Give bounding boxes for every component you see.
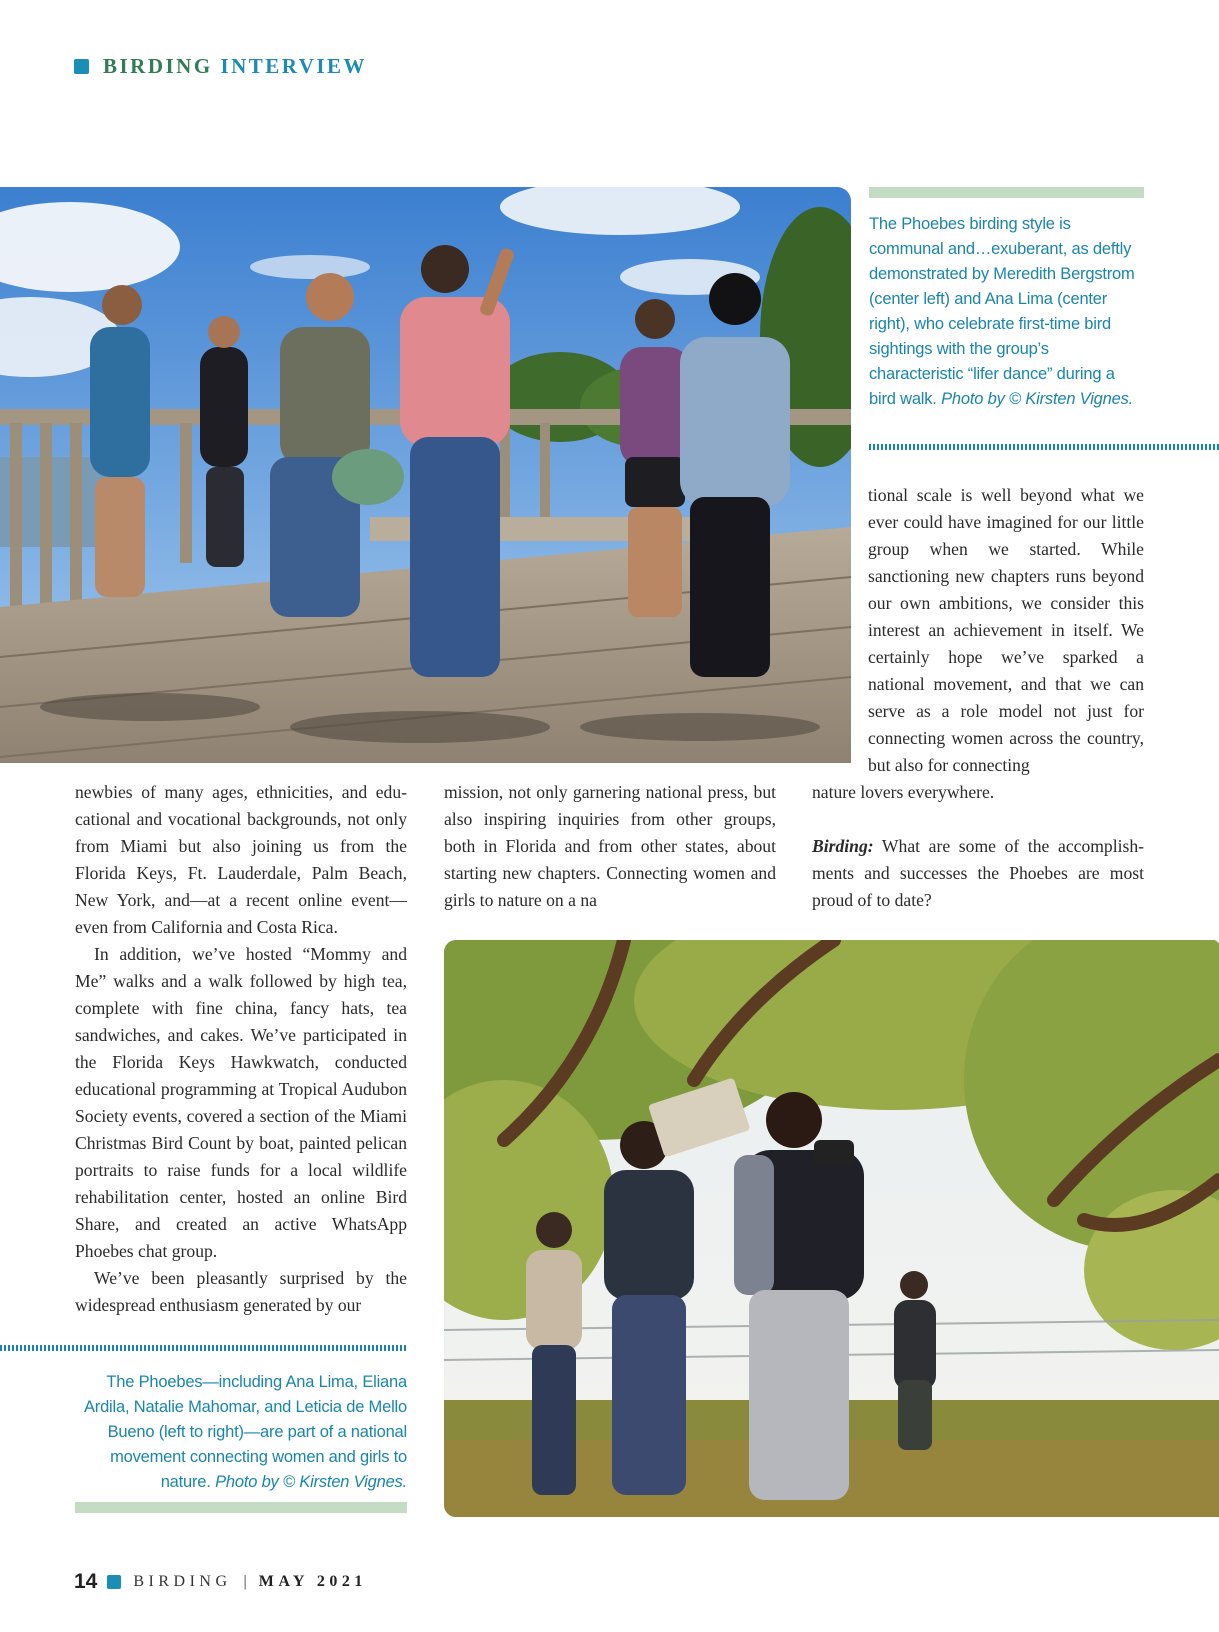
- caption-bottom-green-rule: [75, 1502, 407, 1513]
- caption-top-text: The Phoebes birding style is communal and…exuberant, as deftly demonstrated by Meredith Bergstrom (center left) and Ana Lima (center right), who celebrate first-time bird sightings with the group’s characteristic “lifer dance” during a bird walk.: [869, 215, 1135, 408]
- paragraph: tional scale is well beyond what we ever could have imagined for our little group when we started. While sanctioning new chapters runs beyond our own ambitions, we consider this interest an achievement in itself. We certainly hope we’ve sparked a national movement, and that we can serve as a role model not just for connecting women across the country, but also for connecting: [868, 485, 1144, 775]
- caption-top-credit: Photo by © Kirsten Vignes.: [941, 390, 1134, 408]
- article-column-right-upper: [868, 482, 1144, 779]
- section-marker-square: [74, 59, 89, 74]
- page-number: 14: [74, 1570, 98, 1593]
- interview-question: [812, 833, 1144, 914]
- issue-date: MAY 2021: [258, 1573, 367, 1590]
- caption-bottom-text: The Phoebes—including Ana Lima, Eliana Ardila, Natalie Mahomar, and Leticia de Mello Bueno (left to right)—are part of a national movement connecting women and girls to nature.: [83, 1373, 407, 1491]
- photo-park-illustration: [444, 940, 1219, 1517]
- photo-park-birding: [444, 940, 1219, 1517]
- caption-top-green-rule: [869, 187, 1144, 198]
- paragraph: newbies of many ages, ethnicities, and educational and vocational backgrounds, not only from Miami but also joining us from the Florida Keys, Ft. Lauderdale, Palm Beach, New York, and—at a recent online event—even from California and Costa Rica.: [75, 782, 407, 937]
- caption-bottom-credit: Photo by © Kirsten Vignes.: [215, 1473, 407, 1491]
- caption-bottom: [75, 1370, 407, 1495]
- caption-top: [869, 212, 1144, 412]
- photo-boardwalk-illustration: [0, 187, 851, 763]
- article-column-left: [75, 779, 407, 1319]
- caption-bottom-dotted-rule: [0, 1345, 407, 1351]
- footer-separator: |: [243, 1573, 247, 1590]
- magazine-name: BIRDING: [133, 1573, 232, 1590]
- paragraph: In addition, we’ve hosted “Mommy and Me” walks and a walk followed by high tea, complete with fine china, fancy hats, tea sandwiches, and cakes. We’ve participated in the Florida Keys Hawkwatch, conducted educational programming at Tropical Audubon Society events, covered a section of the Miami Christmas Bird Count by boat, painted pelican portraits to raise funds for a local wildlife rehabilitation center, hosted an online Bird Share, and created an active WhatsApp Phoebes chat group.: [75, 944, 407, 1261]
- section-header: [74, 54, 367, 79]
- page-footer: [74, 1570, 367, 1594]
- question-text: What are some of the accomplishments and successes the Phoebes are most proud of to date?: [812, 836, 1144, 910]
- section-title: [103, 54, 367, 79]
- section-title-word1: BIRDING: [103, 54, 213, 78]
- paragraph: nature lovers everywhere.: [812, 782, 995, 802]
- caption-top-dotted-rule: [869, 444, 1219, 450]
- question-label: Birding:: [812, 836, 874, 856]
- article-column-right-lower: [812, 779, 1144, 914]
- paragraph: mission, not only garnering national press, but also inspiring inquiries from other groups, both in Florida and from other states, about starting new chapters. Connecting women and girls to nature on a na: [444, 782, 776, 910]
- footer-marker-square: [107, 1575, 121, 1589]
- section-title-word2: INTERVIEW: [220, 54, 368, 78]
- article-column-middle: [444, 779, 776, 914]
- paragraph: We’ve been pleasantly surprised by the widespread enthusiasm generated by our: [75, 1268, 407, 1315]
- photo-boardwalk-dance: [0, 187, 851, 763]
